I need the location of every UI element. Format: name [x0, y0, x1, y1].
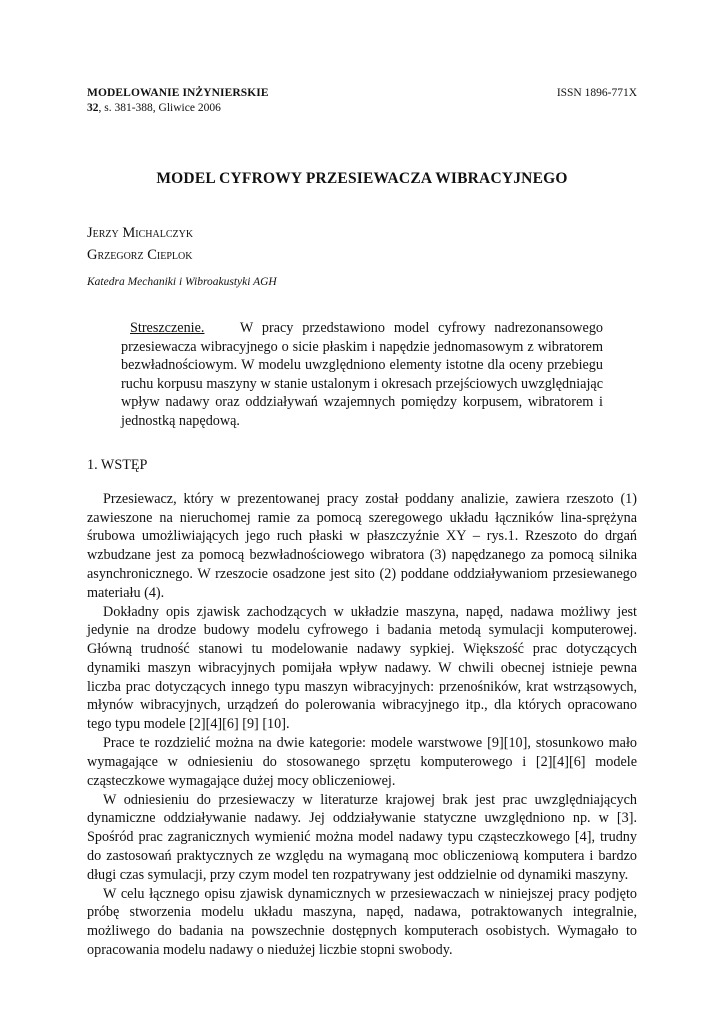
paper-title: MODEL CYFROWY PRZESIEWACZA WIBRACYJNEGO — [156, 170, 568, 187]
paragraph: Prace te rozdzielić można na dwie kategorie: modele warstwowe [9][10], stosunkowo mało wymagające w odniesieniu do stosowanego sprzętu komputerowego i [2][4][6] modele cząsteczkowe wymagające dużej mocy obliczeniowej. — [87, 735, 637, 789]
issn: ISSN 1896-771X — [556, 87, 637, 99]
volume-info — [87, 101, 637, 116]
volume-number: 32 — [87, 102, 99, 114]
journal-name: MODELOWANIE INŻYNIERSKIE — [87, 87, 269, 99]
paragraph: W celu łącznego opisu zjawisk dynamicznych w przesiewaczach w niniejszej pracy podjęto próbę stworzenia modelu układu maszyna, napęd, nadawa, potraktowanych integralnie, możliwego do badania na powszechnie dostępnych komputerach osobistych. Wymagało to opracowania modelu nadawy o niedużej liczbie stopni swobody. — [87, 885, 637, 958]
abstract-text: W pracy przedstawiono model cyfrowy nadrezonansowego przesiewacza wibracyjnego o sicie płaskim i napędzie jednomasowym z wibratorem bezwładnościowym. W modelu uwzględniono elementy istotne dla oceny przebiegu ruchu korpusu maszyny w stanie ustalonym i okresach przejściowych uwzględniając wpływ nadawy oraz oddziaływań wzajemnych pomiędzy korpusem, wibratorem i jednostką napędową. — [121, 320, 604, 429]
pages-year: , s. 381-388, Gliwice 2006 — [98, 102, 221, 114]
section-heading: 1. WSTĘP — [87, 457, 148, 473]
body-text — [87, 490, 637, 960]
paragraph: W odniesieniu do przesiewaczy w literaturze krajowej brak jest prac uwzględniających dynamiczne oddziaływanie nadawy. Jej oddziaływanie statyczne uwzględniono np. w [3]. Spośród prac zagranicznych wymienić można model nadawy typu cząsteczkowego [4], trudny do zastosowań praktycznych ze względu na wymaganą moc obliczeniową komputera i bardzo długi czas symulacji, przy czym model ten rozpatrywany jest oddzielnie od dynamiki maszyny. — [87, 791, 637, 883]
paragraph: Przesiewacz, który w prezentowanej pracy został poddany analizie, zawiera rzeszoto (1) zawieszone na nieruchomej ramie za pomocą szeregowego układu łączników lina-sprężyna śrubowa umożliwiających jego ruch płaski w płaszczyźnie XY – rys.1. Rzeszoto do drgań wzbudzane jest za pomocą bezwładnościowego wibratora (3) napędzanego za pomocą silnika asynchronicznego. W rzeszocie osadzone jest sito (2) poddane oddziaływaniom przesiewanego materiału (4). — [87, 491, 637, 601]
abstract — [121, 319, 603, 431]
paragraph: Dokładny opis zjawisk zachodzących w układzie maszyna, napęd, nadawa możliwy jest jedynie na drodze budowy modelu cyfrowego i badania metodą symulacji komputerowej. Główną trudność stanowi tu modelowanie nadawy sypkiej. Większość prac dotyczących dynamiki maszyn wibracyjnych pomijała wpływ nadawy. W chwili obecnej istnieje pewna liczba prac dotyczących innego typu maszyn wibracyjnych: przenośników, krat wstrząsowych, młynów wibracyjnych, urządzeń do polerowania wibracyjnego itp., dla których opracowano tego typu modele [2][4][6] [9] [10]. — [87, 603, 637, 732]
abstract-label: Streszczenie. — [130, 320, 205, 336]
author-name: Jerzy Michalczyk — [87, 225, 194, 241]
running-header — [87, 86, 637, 116]
author-list — [87, 222, 193, 266]
affiliation: Katedra Mechaniki i Wibroakustyki AGH — [87, 276, 277, 288]
author-name: Grzegorz Cieplok — [87, 247, 193, 263]
